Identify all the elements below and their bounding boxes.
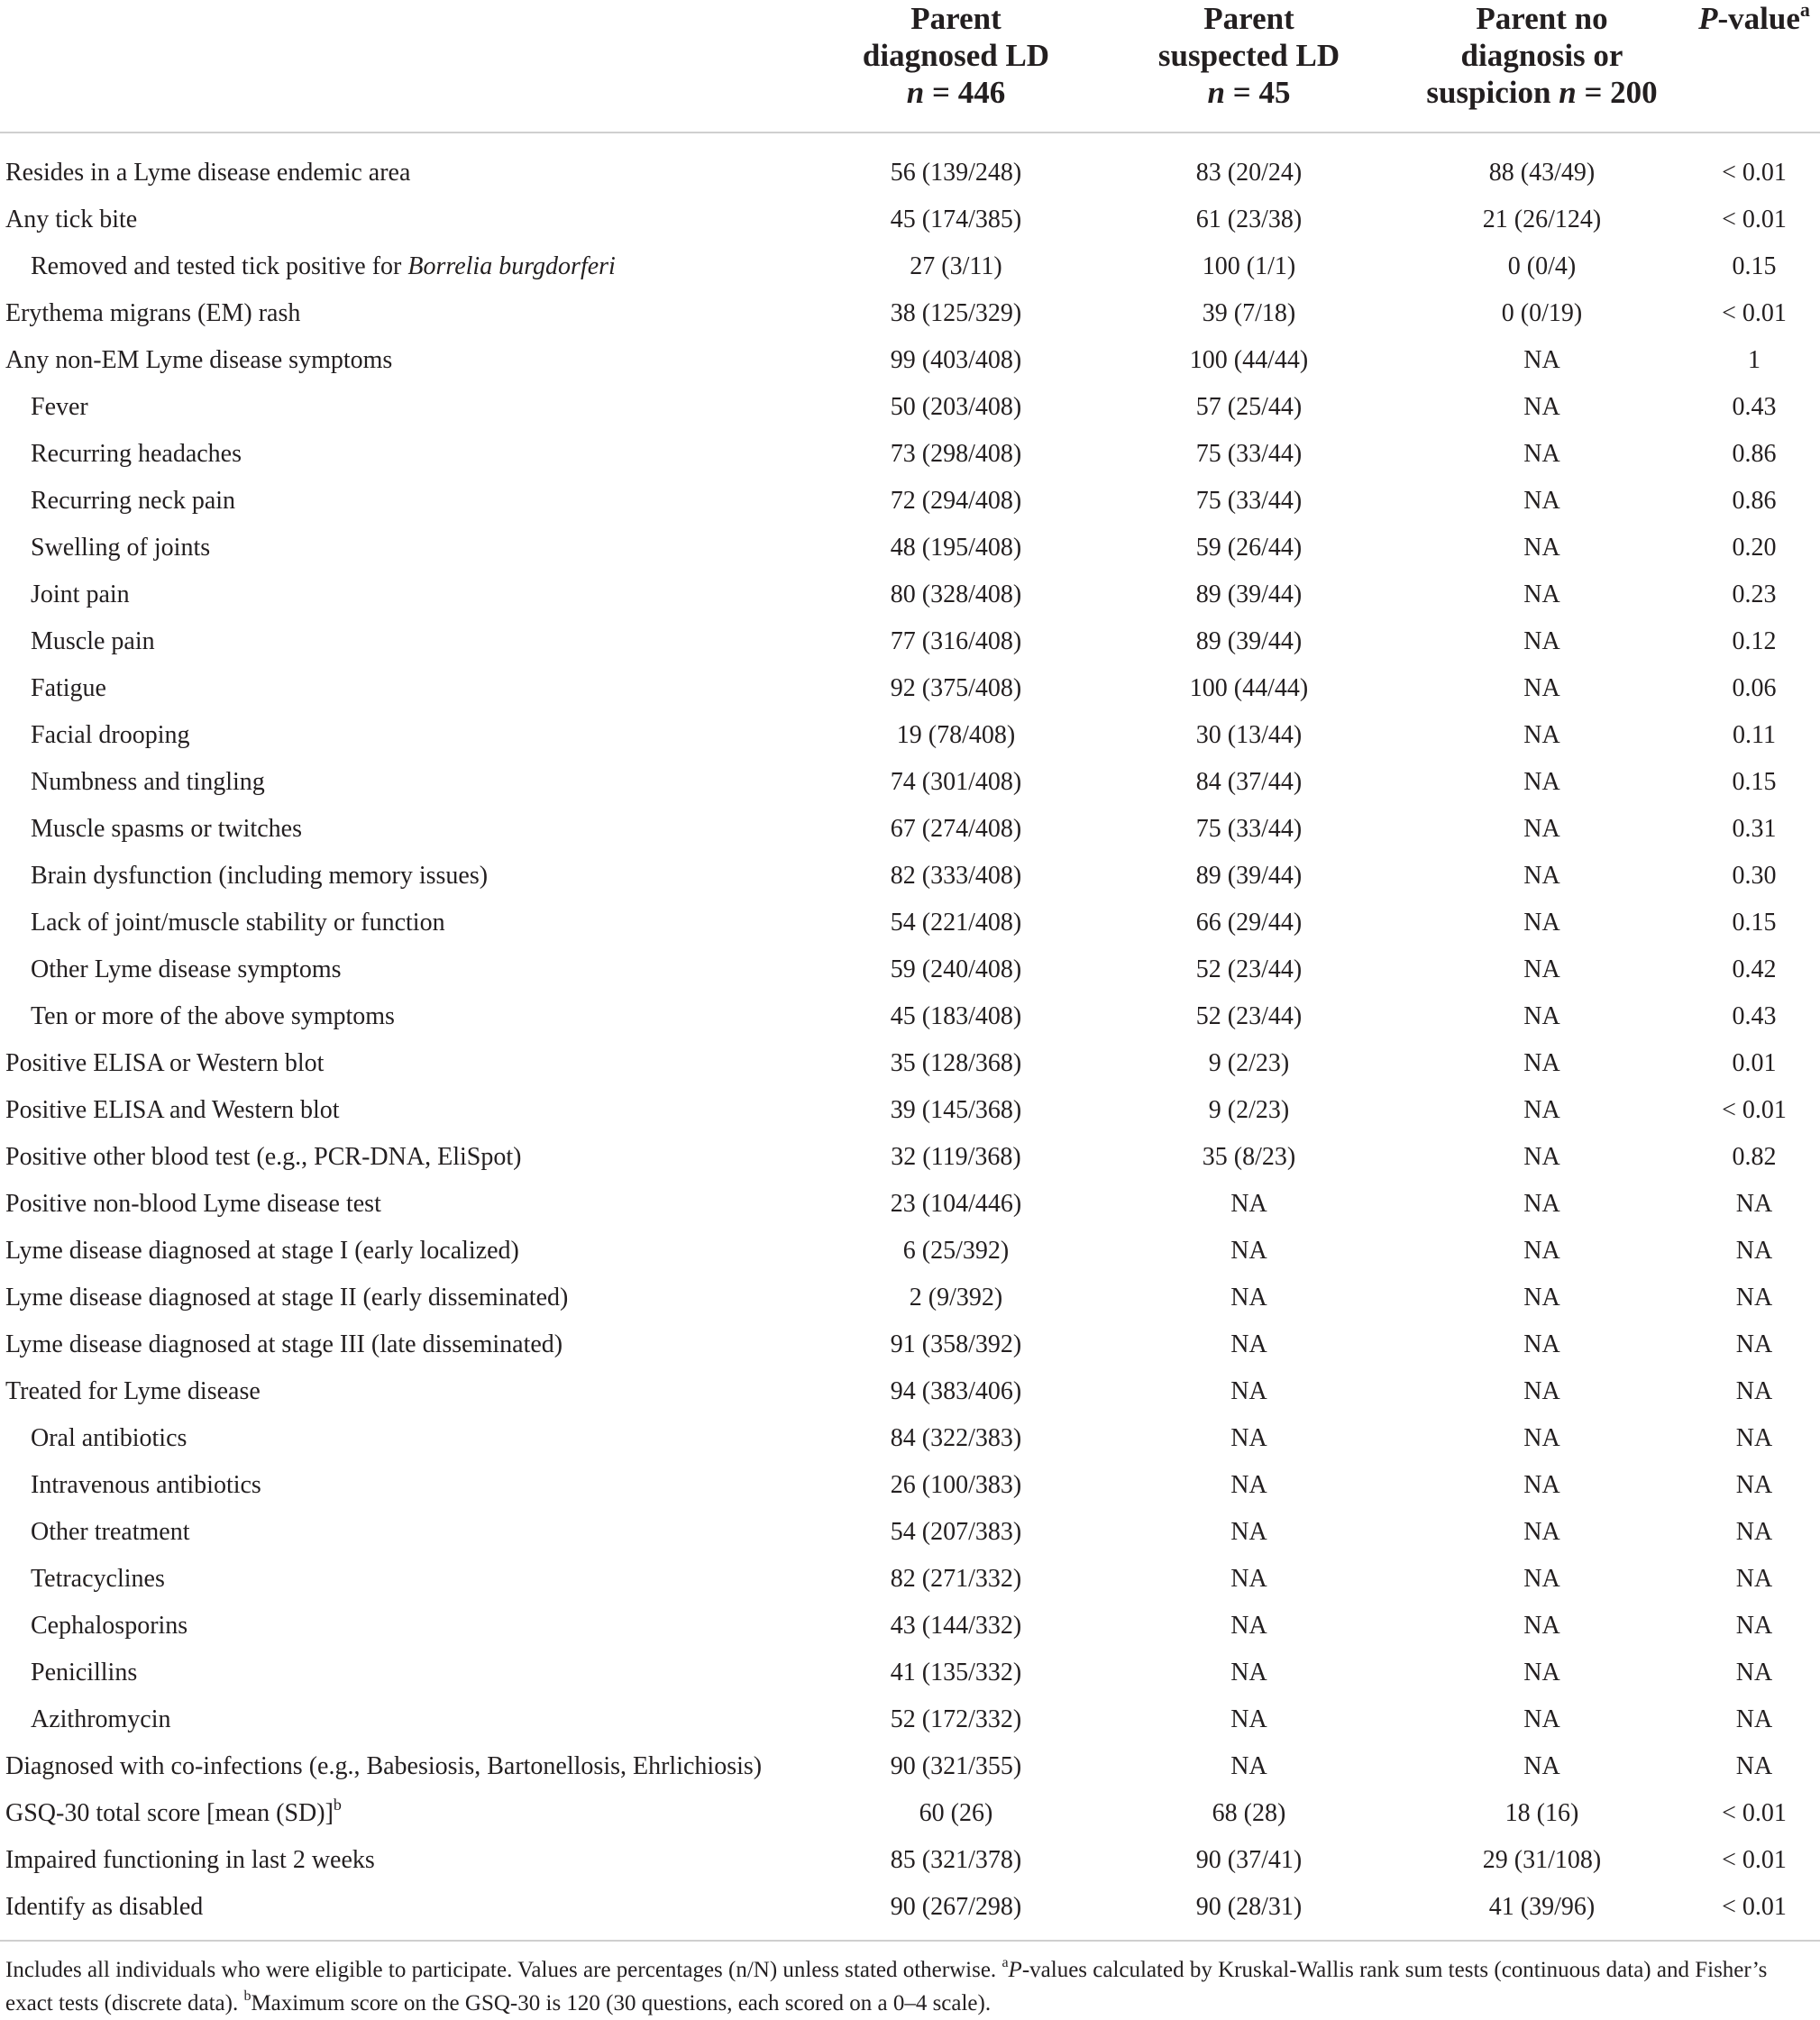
cell-parent-diagnosed: 54 (221/408) bbox=[890, 909, 1022, 937]
table-row bbox=[0, 1650, 1820, 1696]
row-label: Ten or more of the above symptoms bbox=[31, 1002, 395, 1030]
cell-parent-diagnosed: 72 (294/408) bbox=[890, 487, 1022, 515]
cell-parent-diagnosed: 85 (321/378) bbox=[890, 1846, 1022, 1874]
cell-p-value: NA bbox=[1735, 1471, 1773, 1499]
cell-p-value: NA bbox=[1735, 1705, 1773, 1733]
table-row bbox=[0, 712, 1820, 759]
header-parent-no-diagnosis: Parent no diagnosis or suspicion n = 200 bbox=[1395, 0, 1688, 133]
cell-p-value: 0.11 bbox=[1733, 721, 1776, 749]
cell-parent-diagnosed: 27 (3/11) bbox=[910, 252, 1002, 280]
cell-parent-diagnosed: 35 (128/368) bbox=[890, 1049, 1022, 1077]
cell-parent-no-diagnosis: NA bbox=[1523, 1096, 1560, 1124]
table-row bbox=[0, 853, 1820, 900]
table-row bbox=[0, 1696, 1820, 1743]
row-label: Oral antibiotics bbox=[31, 1424, 187, 1452]
table-row bbox=[0, 478, 1820, 525]
cell-parent-suspected: 100 (44/44) bbox=[1189, 346, 1309, 374]
cell-parent-suspected: NA bbox=[1230, 1330, 1267, 1358]
cell-parent-no-diagnosis: NA bbox=[1523, 440, 1560, 468]
header-parent-diagnosed: Parent diagnosed LD n = 446 bbox=[809, 0, 1102, 133]
cell-parent-no-diagnosis: NA bbox=[1523, 1002, 1560, 1030]
cell-p-value: < 0.01 bbox=[1722, 206, 1787, 233]
cell-parent-suspected: NA bbox=[1230, 1237, 1267, 1265]
cell-parent-suspected: 52 (23/44) bbox=[1195, 955, 1303, 983]
cell-parent-diagnosed: 59 (240/408) bbox=[890, 955, 1022, 983]
cell-parent-suspected: NA bbox=[1230, 1565, 1267, 1593]
table-row bbox=[0, 431, 1820, 478]
table-row bbox=[0, 618, 1820, 665]
row-label: Identify as disabled bbox=[5, 1893, 204, 1921]
cell-parent-suspected: 59 (26/44) bbox=[1195, 534, 1303, 562]
cell-parent-no-diagnosis: NA bbox=[1523, 1424, 1560, 1452]
cell-p-value: 0.86 bbox=[1732, 440, 1777, 468]
row-label: Positive non-blood Lyme disease test bbox=[5, 1190, 381, 1218]
cell-parent-suspected: NA bbox=[1230, 1377, 1267, 1405]
cell-parent-diagnosed: 6 (25/392) bbox=[902, 1237, 1010, 1265]
cell-parent-suspected: 39 (7/18) bbox=[1202, 299, 1296, 327]
table-row bbox=[0, 1462, 1820, 1509]
cell-parent-no-diagnosis: NA bbox=[1523, 768, 1560, 796]
cell-parent-suspected: 83 (20/24) bbox=[1195, 159, 1303, 187]
cell-p-value: 0.82 bbox=[1732, 1143, 1777, 1171]
header-blank bbox=[0, 0, 809, 133]
cell-parent-diagnosed: 74 (301/408) bbox=[890, 768, 1022, 796]
row-label: Other Lyme disease symptoms bbox=[31, 955, 342, 983]
row-label: Muscle pain bbox=[31, 627, 155, 655]
cell-p-value: < 0.01 bbox=[1722, 1893, 1787, 1921]
cell-parent-suspected: 100 (44/44) bbox=[1189, 674, 1309, 702]
cell-parent-no-diagnosis: NA bbox=[1523, 1471, 1560, 1499]
cell-parent-diagnosed: 54 (207/383) bbox=[890, 1518, 1022, 1546]
cell-parent-suspected: NA bbox=[1230, 1284, 1267, 1312]
cell-parent-no-diagnosis: NA bbox=[1523, 1330, 1560, 1358]
cell-parent-no-diagnosis: NA bbox=[1523, 674, 1560, 702]
cell-parent-diagnosed: 67 (274/408) bbox=[890, 815, 1022, 843]
row-label: Numbness and tingling bbox=[31, 768, 265, 796]
cell-parent-diagnosed: 82 (271/332) bbox=[890, 1565, 1022, 1593]
cell-parent-diagnosed: 92 (375/408) bbox=[890, 674, 1022, 702]
cell-parent-no-diagnosis: NA bbox=[1523, 487, 1560, 515]
cell-p-value: 0.15 bbox=[1732, 768, 1777, 796]
row-label: Lyme disease diagnosed at stage I (early localized) bbox=[5, 1237, 519, 1265]
header-p-value: P-value$^a$ bbox=[1688, 0, 1820, 133]
header-parent-suspected: Parent suspected LD n = 45 bbox=[1102, 0, 1395, 133]
table-row bbox=[0, 900, 1820, 946]
row-label: Impaired functioning in last 2 weeks bbox=[5, 1846, 375, 1874]
table-row bbox=[0, 1228, 1820, 1275]
cell-p-value: 0.06 bbox=[1732, 674, 1777, 702]
table-row bbox=[0, 1509, 1820, 1556]
table-row bbox=[0, 993, 1820, 1040]
cell-parent-diagnosed: 23 (104/446) bbox=[890, 1190, 1022, 1218]
cell-p-value: 0.15 bbox=[1732, 252, 1777, 280]
cell-p-value: < 0.01 bbox=[1722, 1799, 1787, 1827]
cell-p-value: 0.12 bbox=[1732, 627, 1777, 655]
cell-parent-no-diagnosis: NA bbox=[1523, 1377, 1560, 1405]
row-label: Any tick bite bbox=[5, 206, 138, 233]
cell-parent-diagnosed: 84 (322/383) bbox=[890, 1424, 1022, 1452]
cell-p-value: < 0.01 bbox=[1722, 1846, 1787, 1874]
cell-parent-suspected: 89 (39/44) bbox=[1195, 580, 1303, 608]
cell-parent-suspected: NA bbox=[1230, 1752, 1267, 1780]
row-label: Other treatment bbox=[31, 1518, 190, 1546]
table-row bbox=[0, 1743, 1820, 1790]
table-row bbox=[0, 337, 1820, 384]
cell-parent-diagnosed: 32 (119/368) bbox=[891, 1143, 1021, 1171]
table-row bbox=[0, 1134, 1820, 1181]
table-row bbox=[0, 1087, 1820, 1134]
table-row bbox=[0, 1275, 1820, 1321]
cell-p-value: NA bbox=[1735, 1424, 1773, 1452]
row-label: Fever bbox=[31, 393, 88, 421]
cell-parent-no-diagnosis: NA bbox=[1523, 815, 1560, 843]
table-row bbox=[0, 1790, 1820, 1837]
table-row bbox=[0, 1040, 1820, 1087]
cell-parent-suspected: 84 (37/44) bbox=[1195, 768, 1303, 796]
table-row bbox=[0, 1603, 1820, 1650]
cell-parent-no-diagnosis: NA bbox=[1523, 1049, 1560, 1077]
cell-parent-no-diagnosis: NA bbox=[1523, 1284, 1560, 1312]
cell-parent-diagnosed: 43 (144/332) bbox=[890, 1612, 1022, 1640]
cell-parent-diagnosed: 60 (26) bbox=[919, 1799, 993, 1827]
cell-p-value: 0.23 bbox=[1732, 580, 1777, 608]
cell-parent-diagnosed: 48 (195/408) bbox=[890, 534, 1022, 562]
row-label: Brain dysfunction (including memory issues) bbox=[31, 862, 489, 890]
cell-parent-suspected: 35 (8/23) bbox=[1202, 1143, 1296, 1171]
cell-parent-no-diagnosis: 29 (31/108) bbox=[1482, 1846, 1602, 1874]
cell-parent-suspected: NA bbox=[1230, 1705, 1267, 1733]
table-row bbox=[0, 290, 1820, 337]
table-row bbox=[0, 1884, 1820, 1945]
cell-parent-diagnosed: 52 (172/332) bbox=[890, 1705, 1022, 1733]
row-label: Recurring neck pain bbox=[31, 487, 236, 515]
row-label: Swelling of joints bbox=[31, 534, 211, 562]
row-label: Lack of joint/muscle stability or function bbox=[31, 909, 445, 937]
table-row bbox=[0, 1837, 1820, 1884]
cell-parent-no-diagnosis: NA bbox=[1523, 955, 1560, 983]
cell-parent-no-diagnosis: NA bbox=[1523, 627, 1560, 655]
cell-parent-suspected: 52 (23/44) bbox=[1195, 1002, 1303, 1030]
cell-parent-no-diagnosis: NA bbox=[1523, 1237, 1560, 1265]
table-row bbox=[0, 1556, 1820, 1603]
cell-p-value: NA bbox=[1735, 1284, 1773, 1312]
table-row bbox=[0, 1321, 1820, 1368]
cell-parent-suspected: NA bbox=[1230, 1471, 1267, 1499]
cell-parent-diagnosed: 94 (383/406) bbox=[890, 1377, 1022, 1405]
table-body bbox=[0, 133, 1820, 1945]
cell-parent-no-diagnosis: NA bbox=[1523, 721, 1560, 749]
row-label: Diagnosed with co-infections (e.g., Babesiosis, Bartonellosis, Ehrlichiosis) bbox=[5, 1752, 763, 1780]
table-row bbox=[0, 946, 1820, 993]
cell-parent-no-diagnosis: NA bbox=[1523, 1612, 1560, 1640]
cell-parent-diagnosed: 39 (145/368) bbox=[890, 1096, 1022, 1124]
cell-parent-suspected: 89 (39/44) bbox=[1195, 862, 1303, 890]
cell-p-value: NA bbox=[1735, 1659, 1773, 1686]
cell-parent-no-diagnosis: 88 (43/49) bbox=[1488, 159, 1596, 187]
cell-parent-diagnosed: 45 (174/385) bbox=[890, 206, 1022, 233]
cell-parent-diagnosed: 26 (100/383) bbox=[890, 1471, 1022, 1499]
cell-p-value: NA bbox=[1735, 1752, 1773, 1780]
table-header-row bbox=[0, 0, 1820, 133]
row-label: Treated for Lyme disease bbox=[5, 1377, 261, 1405]
table-row bbox=[0, 525, 1820, 571]
cell-parent-suspected: 61 (23/38) bbox=[1195, 206, 1303, 233]
cell-parent-no-diagnosis: 0 (0/19) bbox=[1501, 299, 1583, 327]
cell-parent-suspected: NA bbox=[1230, 1190, 1267, 1218]
cell-p-value: NA bbox=[1735, 1330, 1773, 1358]
row-label: Joint pain bbox=[31, 580, 130, 608]
cell-parent-diagnosed: 90 (321/355) bbox=[890, 1752, 1022, 1780]
cell-p-value: 0.43 bbox=[1732, 1002, 1777, 1030]
cell-parent-no-diagnosis: NA bbox=[1523, 1659, 1560, 1686]
cell-parent-diagnosed: 2 (9/392) bbox=[909, 1284, 1003, 1312]
row-label: GSQ-30 total score [mean (SD)]$^b$ bbox=[5, 1796, 342, 1827]
row-label: Cephalosporins bbox=[31, 1612, 188, 1640]
cell-p-value: 0.43 bbox=[1732, 393, 1777, 421]
row-label: Lyme disease diagnosed at stage III (late disseminated) bbox=[5, 1330, 563, 1358]
cell-parent-suspected: 75 (33/44) bbox=[1195, 440, 1303, 468]
cell-parent-diagnosed: 45 (183/408) bbox=[890, 1002, 1022, 1030]
cell-parent-no-diagnosis: NA bbox=[1523, 1705, 1560, 1733]
table-row bbox=[0, 1368, 1820, 1415]
row-label: Positive other blood test (e.g., PCR-DNA, EliSpot) bbox=[5, 1143, 522, 1171]
cell-parent-diagnosed: 38 (125/329) bbox=[890, 299, 1022, 327]
cell-parent-diagnosed: 73 (298/408) bbox=[890, 440, 1022, 468]
cell-parent-no-diagnosis: 0 (0/4) bbox=[1507, 252, 1577, 280]
cell-p-value: < 0.01 bbox=[1722, 159, 1787, 187]
table-row bbox=[0, 1181, 1820, 1228]
row-label: Azithromycin bbox=[31, 1705, 171, 1733]
cell-p-value: < 0.01 bbox=[1722, 299, 1787, 327]
table-row bbox=[0, 806, 1820, 853]
row-label: Positive ELISA and Western blot bbox=[5, 1096, 340, 1124]
table-row bbox=[0, 665, 1820, 712]
cell-parent-no-diagnosis: NA bbox=[1523, 393, 1560, 421]
cell-p-value: NA bbox=[1735, 1518, 1773, 1546]
row-label: Fatigue bbox=[31, 674, 106, 702]
table-row bbox=[0, 133, 1820, 197]
footnote-rule bbox=[0, 1940, 1820, 1942]
table-row bbox=[0, 1415, 1820, 1462]
cell-parent-suspected: 66 (29/44) bbox=[1195, 909, 1303, 937]
cell-parent-diagnosed: 91 (358/392) bbox=[890, 1330, 1022, 1358]
row-label: Resides in a Lyme disease endemic area bbox=[5, 159, 411, 187]
table-footnote: Includes all individuals who were eligible to participate. Values are percentages (n/N) unless stated otherwise. $^a$P-values calculated by Kruskal-Wallis rank sum tests (continuous data) and Fisher’s exact tests (discrete data). $^b$Maximum score on the GSQ-30 is 120 (30 questions, each scored on a 0–4 scale). bbox=[5, 1955, 1768, 2015]
table-row bbox=[0, 759, 1820, 806]
cell-parent-diagnosed: 80 (328/408) bbox=[890, 580, 1022, 608]
cell-parent-suspected: 100 (1/1) bbox=[1202, 252, 1296, 280]
cell-parent-suspected: NA bbox=[1230, 1424, 1267, 1452]
row-label: Positive ELISA or Western blot bbox=[5, 1049, 325, 1077]
cell-parent-no-diagnosis: NA bbox=[1523, 1565, 1560, 1593]
table-row bbox=[0, 384, 1820, 431]
cell-parent-diagnosed: 99 (403/408) bbox=[890, 346, 1022, 374]
cell-parent-suspected: 75 (33/44) bbox=[1195, 815, 1303, 843]
cell-p-value: 0.15 bbox=[1732, 909, 1777, 937]
cell-p-value: 0.20 bbox=[1732, 534, 1777, 562]
cell-parent-no-diagnosis: NA bbox=[1523, 1190, 1560, 1218]
cell-p-value: 0.30 bbox=[1732, 862, 1777, 890]
cell-parent-diagnosed: 41 (135/332) bbox=[890, 1659, 1022, 1686]
cell-p-value: NA bbox=[1735, 1237, 1773, 1265]
cell-parent-suspected: 57 (25/44) bbox=[1195, 393, 1303, 421]
table-row bbox=[0, 571, 1820, 618]
row-label: Lyme disease diagnosed at stage II (early disseminated) bbox=[5, 1284, 569, 1312]
table-row bbox=[0, 197, 1820, 243]
cell-parent-no-diagnosis: NA bbox=[1523, 1143, 1560, 1171]
cell-parent-suspected: NA bbox=[1230, 1612, 1267, 1640]
row-label: Muscle spasms or twitches bbox=[31, 815, 302, 843]
cell-p-value: 0.01 bbox=[1732, 1049, 1777, 1077]
cell-p-value: 0.31 bbox=[1732, 815, 1777, 843]
cell-parent-no-diagnosis: NA bbox=[1523, 909, 1560, 937]
row-label: Erythema migrans (EM) rash bbox=[5, 299, 301, 327]
cell-parent-no-diagnosis: NA bbox=[1523, 1752, 1560, 1780]
cell-parent-suspected: 9 (2/23) bbox=[1208, 1049, 1290, 1077]
cell-parent-diagnosed: 82 (333/408) bbox=[890, 862, 1022, 890]
cell-p-value: NA bbox=[1735, 1612, 1773, 1640]
cell-parent-no-diagnosis: 18 (16) bbox=[1504, 1799, 1579, 1827]
cell-parent-suspected: 89 (39/44) bbox=[1195, 627, 1303, 655]
cell-parent-suspected: 75 (33/44) bbox=[1195, 487, 1303, 515]
cell-parent-diagnosed: 90 (267/298) bbox=[890, 1893, 1022, 1921]
row-label: Tetracyclines bbox=[31, 1565, 165, 1593]
cell-parent-no-diagnosis: NA bbox=[1523, 534, 1560, 562]
cell-p-value: 0.86 bbox=[1732, 487, 1777, 515]
row-label: Facial drooping bbox=[31, 721, 190, 749]
cell-parent-no-diagnosis: 41 (39/96) bbox=[1488, 1893, 1596, 1921]
cell-p-value: NA bbox=[1735, 1377, 1773, 1405]
cell-parent-diagnosed: 19 (78/408) bbox=[896, 721, 1016, 749]
cell-parent-suspected: 30 (13/44) bbox=[1195, 721, 1303, 749]
cell-parent-suspected: NA bbox=[1230, 1518, 1267, 1546]
cell-parent-no-diagnosis: NA bbox=[1523, 580, 1560, 608]
row-label: Recurring headaches bbox=[31, 440, 242, 468]
cell-parent-suspected: 90 (37/41) bbox=[1195, 1846, 1303, 1874]
cell-parent-diagnosed: 56 (139/248) bbox=[890, 159, 1022, 187]
cell-parent-diagnosed: 77 (316/408) bbox=[890, 627, 1022, 655]
row-label: Removed and tested tick positive for Borrelia burgdorferi bbox=[31, 252, 616, 280]
cell-parent-no-diagnosis: NA bbox=[1523, 1518, 1560, 1546]
cell-p-value: 0.42 bbox=[1732, 955, 1777, 983]
cell-parent-no-diagnosis: 21 (26/124) bbox=[1482, 206, 1602, 233]
cell-parent-suspected: 68 (28) bbox=[1212, 1799, 1286, 1827]
cell-parent-no-diagnosis: NA bbox=[1523, 346, 1560, 374]
cell-parent-diagnosed: 50 (203/408) bbox=[890, 393, 1022, 421]
row-label: Penicillins bbox=[31, 1659, 138, 1686]
row-label: Any non-EM Lyme disease symptoms bbox=[5, 346, 393, 374]
cell-parent-suspected: 9 (2/23) bbox=[1208, 1096, 1290, 1124]
row-label: Intravenous antibiotics bbox=[31, 1471, 261, 1499]
cell-parent-suspected: 90 (28/31) bbox=[1195, 1893, 1303, 1921]
cell-p-value: NA bbox=[1735, 1190, 1773, 1218]
table-row bbox=[0, 243, 1820, 290]
cell-p-value: < 0.01 bbox=[1722, 1096, 1787, 1124]
cell-parent-no-diagnosis: NA bbox=[1523, 862, 1560, 890]
cell-p-value: NA bbox=[1735, 1565, 1773, 1593]
cell-p-value: 1 bbox=[1748, 346, 1761, 374]
cell-parent-suspected: NA bbox=[1230, 1659, 1267, 1686]
